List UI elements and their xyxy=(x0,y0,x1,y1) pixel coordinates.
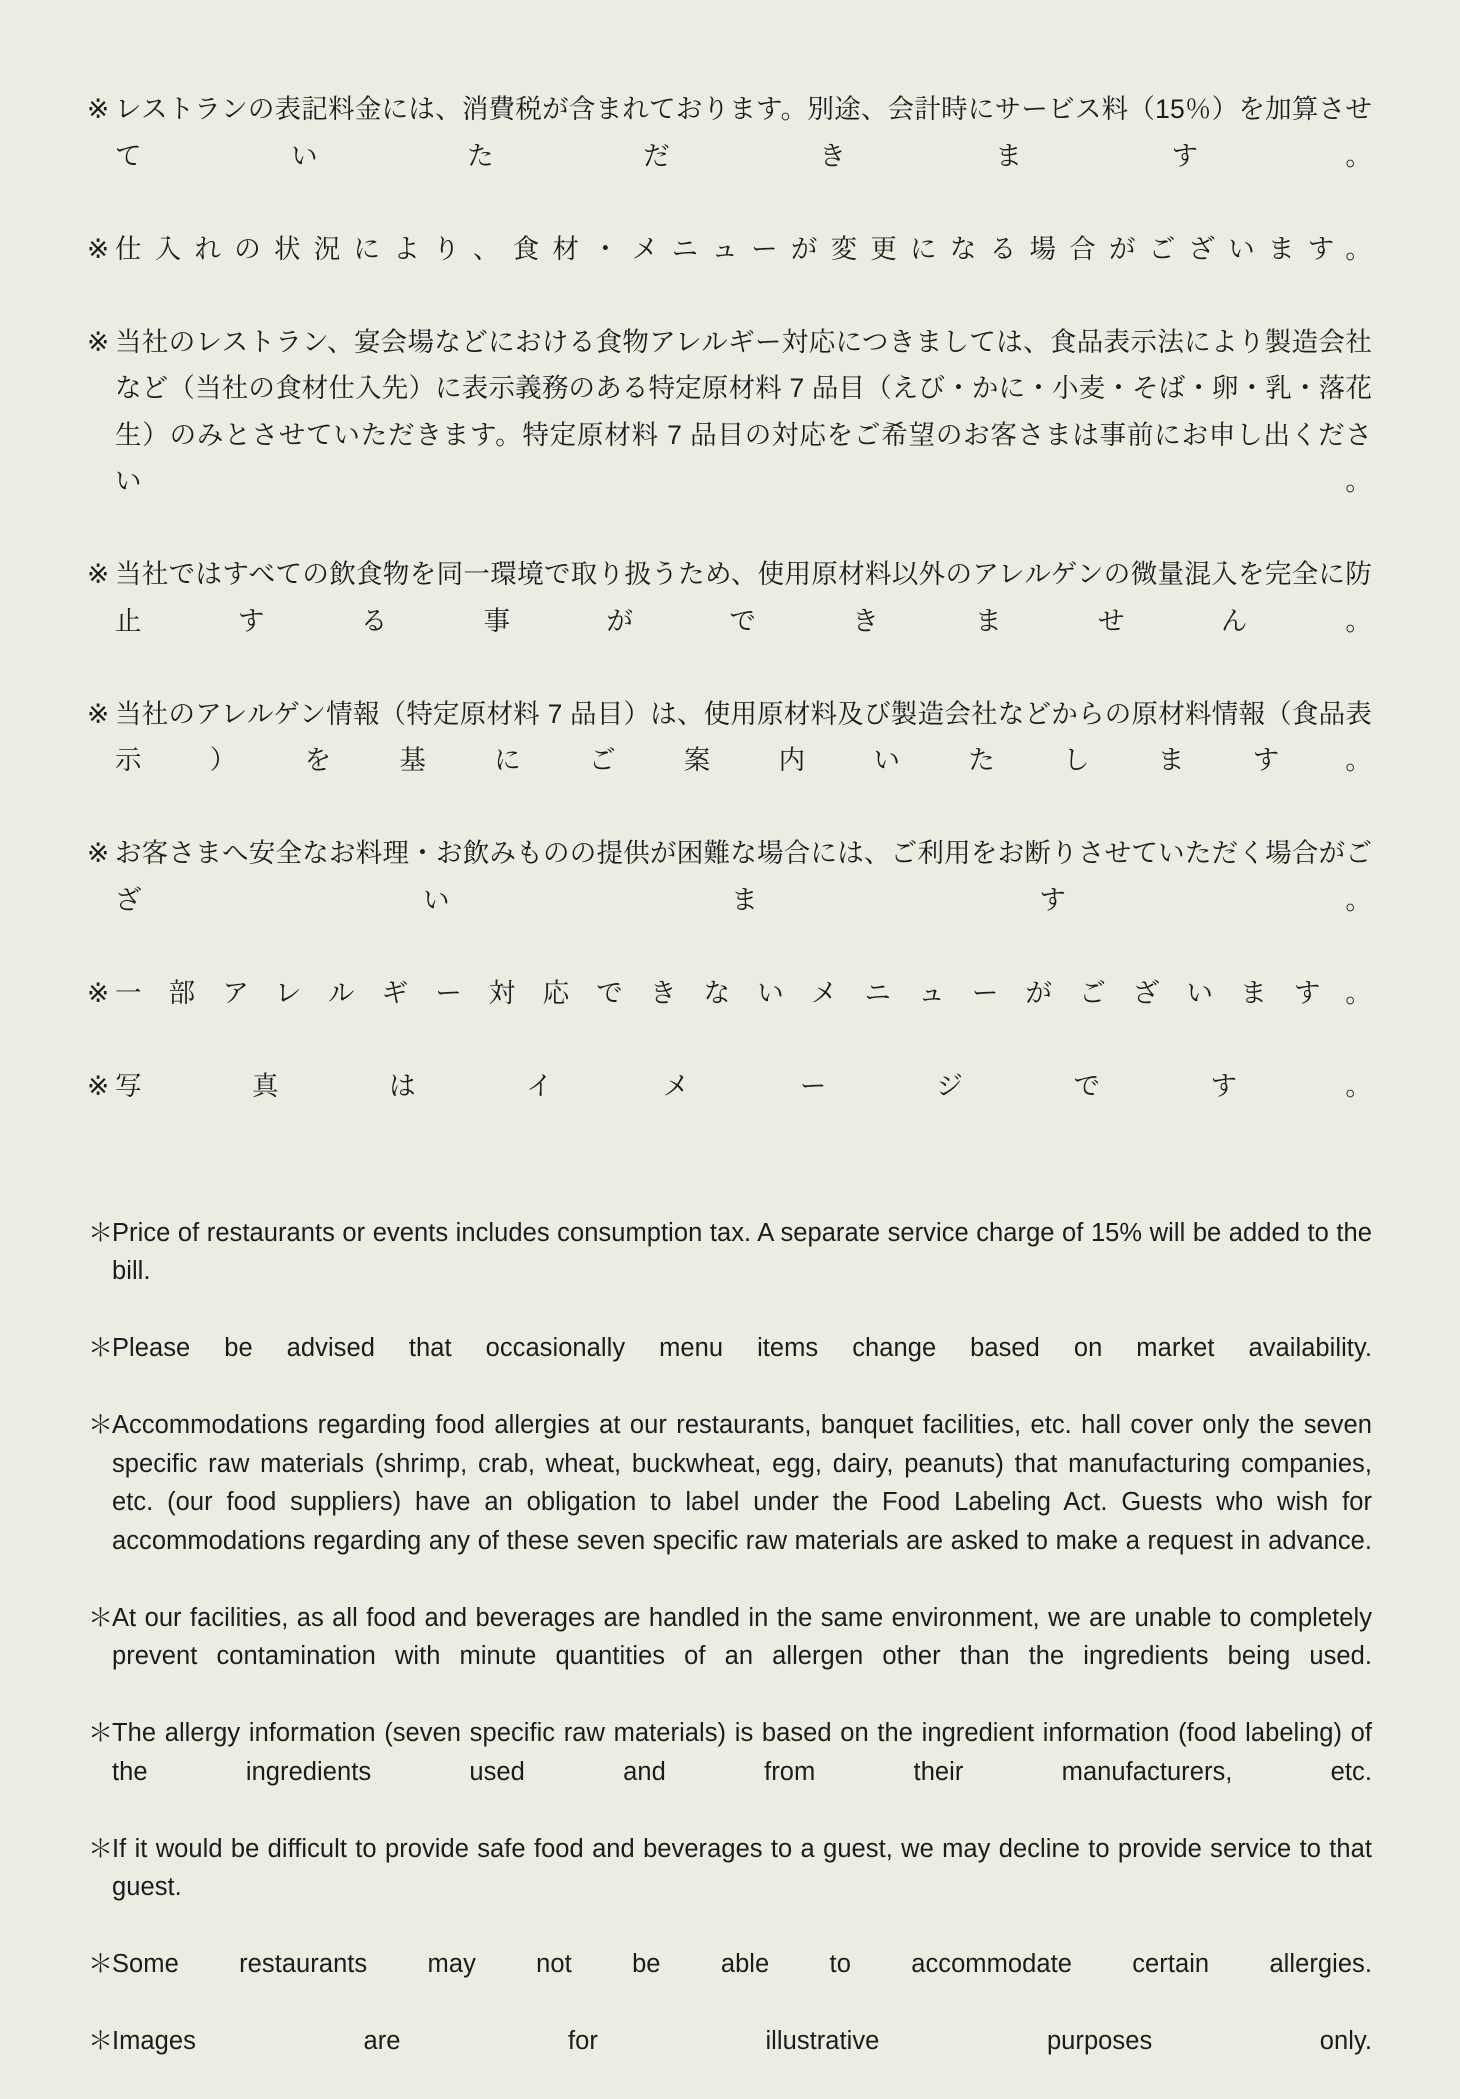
list-item xyxy=(88,1714,1372,1830)
list-item xyxy=(88,1063,1372,1156)
list-item xyxy=(88,551,1372,691)
list-item xyxy=(88,86,1372,226)
kome-marker-icon: ※ xyxy=(87,970,115,1017)
section-divider-space xyxy=(88,1156,1372,1214)
list-item xyxy=(88,1830,1372,1946)
kome-marker-icon: ※ xyxy=(87,691,115,738)
japanese-notes-list xyxy=(88,86,1372,1156)
asterisk-marker-icon: ＊ xyxy=(88,1406,112,1445)
asterisk-marker-icon: ＊ xyxy=(88,1830,112,1869)
asterisk-marker-icon: ＊ xyxy=(88,1329,112,1368)
note-text: Some restaurants may not be able to accommodate certain allergies. xyxy=(112,1945,1372,2022)
asterisk-marker-icon: ＊ xyxy=(88,1945,112,1984)
list-item xyxy=(88,1406,1372,1599)
kome-marker-icon: ※ xyxy=(87,830,115,877)
kome-marker-icon: ※ xyxy=(87,226,115,273)
note-text: 写真はイメージです。 xyxy=(115,1063,1372,1156)
kome-marker-icon: ※ xyxy=(87,551,115,598)
list-item xyxy=(88,226,1372,319)
note-text: 当社のアレルゲン情報（特定原材料 7 品目）は、使用原材料及び製造会社などからの原材料情報（食品表示）を基にご案内いたします。 xyxy=(115,691,1372,831)
list-item xyxy=(88,1329,1372,1406)
note-text: If it would be difficult to provide safe food and beverages to a guest, we may decline to provide service to that guest. xyxy=(112,1830,1372,1946)
list-item xyxy=(88,691,1372,831)
note-text: Accommodations regarding food allergies at our restaurants, banquet facilities, etc. hall cover only the seven specific raw materials (shrimp, crab, wheat, buckwheat, egg, dairy, peanuts) that manufacturing companies, etc. (our food suppliers) have an obligation to label under the Food Labeling Act. Guests who wish for accommodations regarding any of these seven specific raw materials are asked to make a request in advance. xyxy=(112,1406,1372,1599)
note-text: Please be advised that occasionally menu items change based on market availability. xyxy=(112,1329,1372,1406)
list-item xyxy=(88,830,1372,970)
list-item xyxy=(88,970,1372,1063)
list-item xyxy=(88,1599,1372,1715)
note-text: 仕入れの状況により、食材・メニューが変更になる場合がございます。 xyxy=(115,226,1372,319)
list-item xyxy=(88,319,1372,552)
asterisk-marker-icon: ＊ xyxy=(88,1599,112,1638)
list-item xyxy=(88,1945,1372,2022)
note-text: お客さまへ安全なお料理・お飲みものの提供が困難な場合には、ご利用をお断りさせていただく場合がございます。 xyxy=(115,830,1372,970)
note-text: Images are for illustrative purposes only. xyxy=(112,2022,1372,2099)
kome-marker-icon: ※ xyxy=(87,86,115,133)
note-text: 当社のレストラン、宴会場などにおける食物アレルギー対応につきましては、食品表示法により製造会社など（当社の食材仕入先）に表示義務のある特定原材料 7 品目（えび・かに・小麦・そば・卵・乳・落花生）のみとさせていただきます。特定原材料 7 品目の対応をご希望のお客さまは事前にお申し出ください。 xyxy=(115,319,1372,552)
english-notes-list xyxy=(88,1214,1372,2099)
note-text: 当社ではすべての飲食物を同一環境で取り扱うため、使用原材料以外のアレルゲンの微量混入を完全に防止する事ができません。 xyxy=(115,551,1372,691)
list-item xyxy=(88,1214,1372,1330)
kome-marker-icon: ※ xyxy=(87,1063,115,1110)
note-text: Price of restaurants or events includes consumption tax. A separate service charge of 15% will be added to the bill. xyxy=(112,1214,1372,1330)
note-text: 一部アレルギー対応できないメニューがございます。 xyxy=(115,970,1372,1063)
note-text: レストランの表記料金には、消費税が含まれております。別途、会計時にサービス料（15％）を加算させていただきます。 xyxy=(115,86,1372,226)
asterisk-marker-icon: ＊ xyxy=(88,1214,112,1253)
note-text: At our facilities, as all food and beverages are handled in the same environment, we are unable to completely prevent contamination with minute quantities of an allergen other than the ingredients being used. xyxy=(112,1599,1372,1715)
note-text: The allergy information (seven specific raw materials) is based on the ingredient information (food labeling) of the ingredients used and from their manufacturers, etc. xyxy=(112,1714,1372,1830)
asterisk-marker-icon: ＊ xyxy=(88,1714,112,1753)
kome-marker-icon: ※ xyxy=(87,319,115,366)
asterisk-marker-icon: ＊ xyxy=(88,2022,112,2061)
list-item xyxy=(88,2022,1372,2099)
